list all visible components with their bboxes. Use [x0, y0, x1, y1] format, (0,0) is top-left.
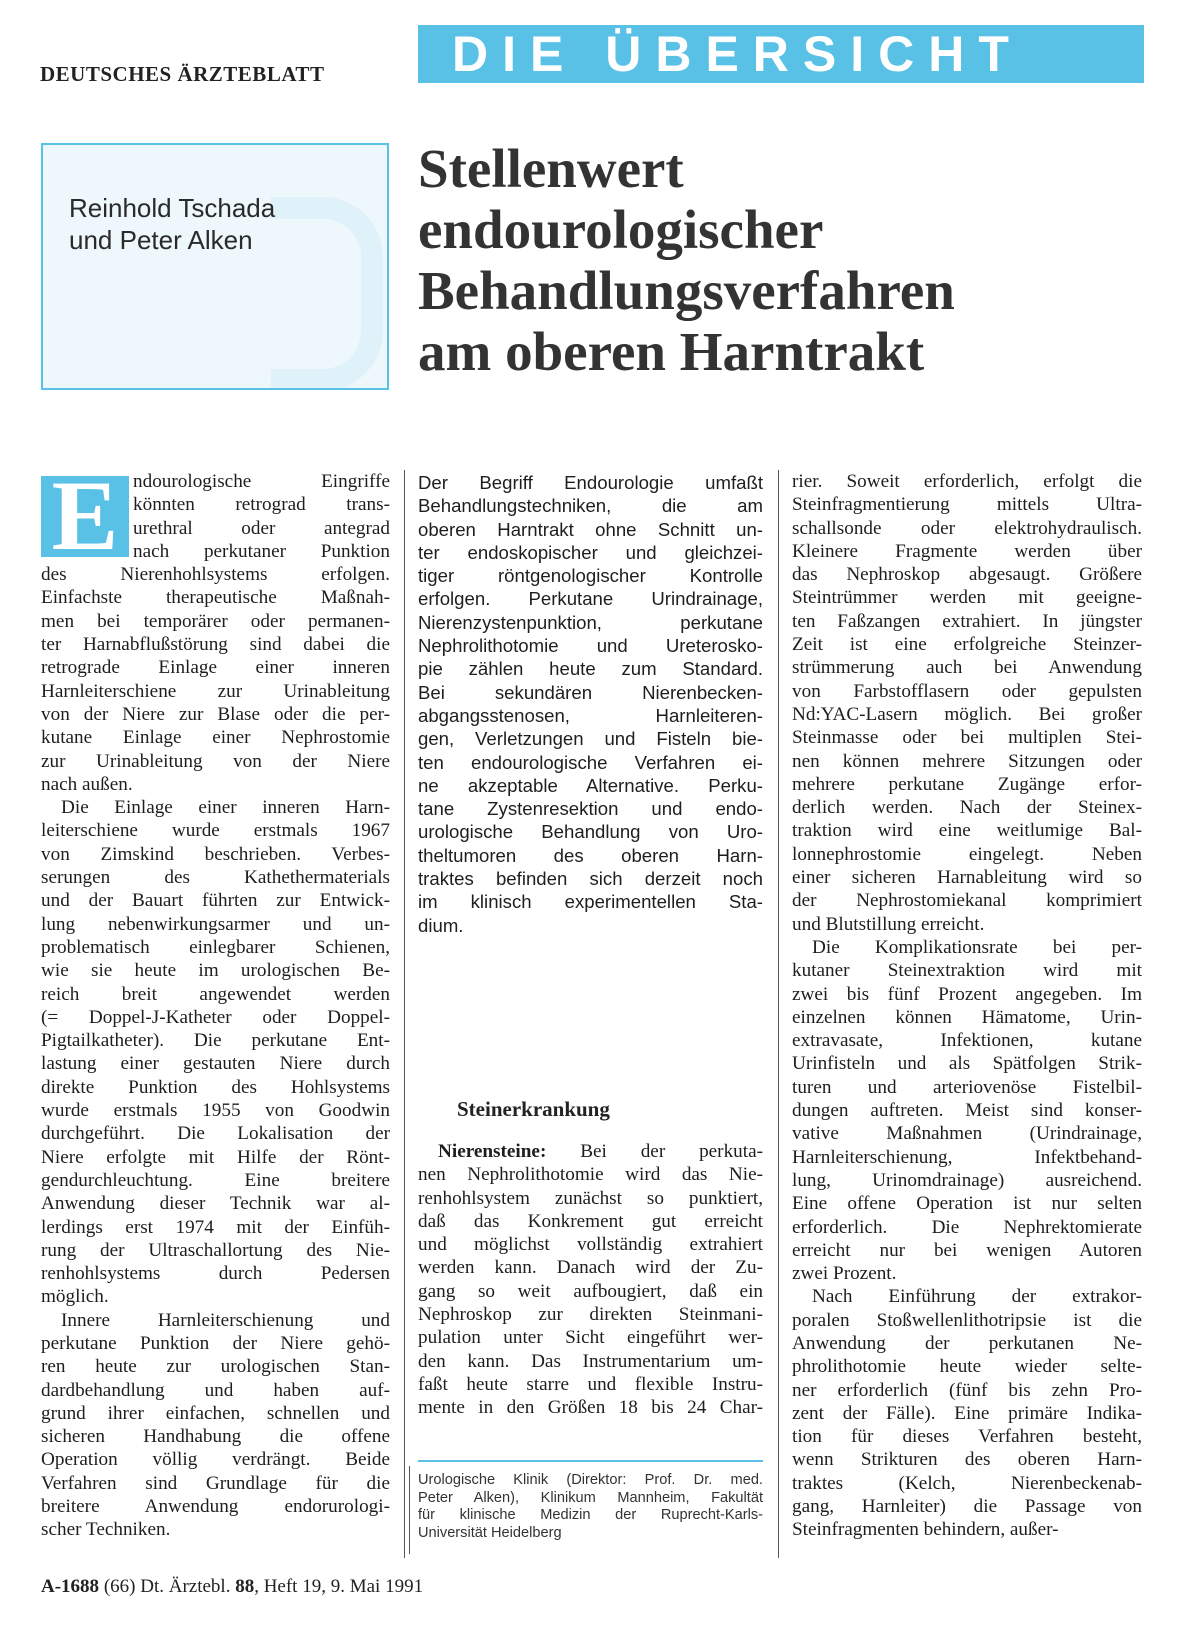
title-line: am oberen Harntrakt	[418, 321, 925, 382]
author-line: und Peter Alken	[69, 225, 253, 255]
text-line: phrolithotomie heute wieder selte-	[792, 1356, 1142, 1378]
author-box-decoration	[271, 197, 383, 390]
footnote-line: für klinische Medizin der Ruprecht-Karls-	[418, 1507, 763, 1523]
text-line: möglich.	[41, 1286, 109, 1308]
text-line: oberen Harntrakt ohne Schnitt un-	[418, 518, 763, 540]
text-line: Eine offene Operation ist nur selten	[792, 1193, 1142, 1215]
text-line: perkutane Punktion der Niere gehö-	[41, 1332, 390, 1354]
text-line: breitere Anwendung endorurologi-	[41, 1496, 390, 1518]
column-1	[41, 470, 390, 1542]
text-line: und der Bauart führten zur Entwick-	[41, 890, 390, 912]
text-line: faßt heute starre und flexible Instru-	[418, 1373, 763, 1395]
column-rule	[778, 470, 779, 1558]
text-line: lonnephrostomie eingelegt. Neben	[792, 843, 1142, 865]
text-line: urologische Behandlung von Uro-	[418, 821, 763, 843]
footnote-rule	[418, 1460, 763, 1462]
lead-line	[418, 1140, 763, 1163]
text-line: traktion wird eine weitlumige Bal-	[792, 820, 1142, 842]
text-line: werden kann. Danach wird der Zu-	[418, 1257, 763, 1279]
text-line: traktes befinden sich derzeit noch	[418, 868, 763, 890]
text-line: nen können mehrere Sitzungen oder	[792, 750, 1142, 772]
text-line: ter endoskopischer und gleichzei-	[418, 541, 763, 563]
text-line: extravasate, Infektionen, kutane	[792, 1030, 1142, 1052]
text-line: dium.	[418, 914, 464, 936]
text-line: lung, Urinomdrainage) ausreichend.	[792, 1169, 1142, 1191]
text-line: gen, Verletzungen und Fisteln bie-	[418, 728, 763, 750]
text-line: rier. Soweit erforderlich, erfolgt die	[792, 471, 1142, 492]
text-line: mehrere perkutane Zugänge erfor-	[792, 773, 1142, 795]
text-line: dardbehandlung und haben auf-	[41, 1379, 390, 1401]
footer-citation: (66) Dt. Ärztebl.	[103, 1576, 231, 1597]
text-line: ndourologische Eingriffe	[133, 471, 390, 492]
text-line: schallsonde oder elektrohydraulisch.	[792, 517, 1142, 539]
text-line: rung der Ultraschallortung des Nie-	[41, 1239, 390, 1261]
text-line: könnten retrograd trans-	[133, 494, 390, 516]
text-line: Innere Harnleiterschienung und	[61, 1309, 390, 1331]
footer-volume: 88	[235, 1576, 255, 1597]
text-line: einer sicheren Harnableitung wird so	[792, 867, 1142, 889]
text-line: Harnleiterschiene zur Urinableitung	[41, 680, 390, 702]
text-line: gang, Harnleiter) die Passage von	[792, 1496, 1142, 1518]
text-line: ne akzeptable Alternative. Perku-	[418, 774, 763, 796]
text-line: scher Techniken.	[41, 1519, 171, 1541]
text-line: tion für dieses Verfahren besteht,	[792, 1426, 1142, 1448]
lead-rest: Bei der perkuta-	[580, 1141, 763, 1162]
text-line: Anwendung der perkutanen Ne-	[792, 1332, 1142, 1354]
journal-name: DEUTSCHES ÄRZTEBLATT	[40, 62, 325, 86]
text-line: ter Harnabflußstörung sind dabei die	[41, 634, 390, 656]
text-line: ten endourologische Verfahren ei-	[418, 751, 763, 773]
author-box	[41, 143, 389, 390]
text-line: Die Einlage einer inneren Harn-	[61, 797, 390, 819]
text-line: nach außen.	[41, 773, 133, 795]
text-line: sicheren Handhabung die offene	[41, 1426, 390, 1448]
text-line: Anwendung dieser Technik war al-	[41, 1193, 390, 1215]
text-line: problematisch einlegbarer Schienen,	[41, 936, 390, 958]
text-line: Bei sekundären Nierenbecken-	[418, 681, 763, 703]
text-line: Einfachste therapeutische Maßnah-	[41, 587, 390, 609]
author-line: Reinhold Tschada	[69, 193, 276, 223]
title-line: endourologischer	[418, 199, 824, 260]
text-line: leiterschiene wurde erstmals 1967	[41, 820, 390, 842]
text-line: tane Zystenresektion und endo-	[418, 798, 763, 820]
text-line: des Nierenhohlsystems erfolgen.	[41, 564, 390, 586]
text-line: zur Urinableitung von der Niere	[41, 750, 390, 772]
text-line: Niere erfolgte mit Hilfe der Rönt-	[41, 1146, 390, 1168]
text-line: Urinfisteln und als Spätfolgen Strik-	[792, 1053, 1142, 1075]
text-line: retrograde Einlage einer inneren	[41, 657, 390, 679]
text-line: Steinmasse oder bei multiplen Stei-	[792, 727, 1142, 749]
text-line: Zeit ist eine erfolgreiche Steinzer-	[792, 634, 1142, 656]
text-line: von Farbstofflasern oder gepulsten	[792, 680, 1142, 702]
text-line: nach perkutaner Punktion	[133, 540, 390, 562]
footnote-line: Universität Heidelberg	[418, 1524, 562, 1541]
text-line: Nierenzystenpunktion, perkutane	[418, 611, 763, 633]
text-line: durchgeführt. Die Lokalisation der	[41, 1123, 390, 1145]
text-line: renhohlsystems durch Pedersen	[41, 1263, 390, 1285]
text-line: Nephrolithotomie und Ureterosko-	[418, 635, 763, 657]
text-line: pie zählen heute zum Standard.	[418, 658, 763, 680]
text-line: reich breit angewendet werden	[41, 983, 390, 1005]
text-line: Pigtailkatheter). Die perkutane Ent-	[41, 1030, 390, 1052]
text-line: von der Niere zur Blase oder die per-	[41, 703, 390, 725]
text-line: erreicht nur bei wenigen Autoren	[792, 1239, 1142, 1261]
text-line: ren heute zur urologischen Stan-	[41, 1356, 390, 1378]
text-line: kutaner Steinextraktion wird mit	[792, 960, 1142, 982]
footnote-line: Urologische Klinik (Direktor: Prof. Dr. med.	[418, 1472, 763, 1488]
text-line: Steinfragmenten behindern, außer-	[792, 1519, 1059, 1541]
text-line: und möglichst vollständig extrahiert	[418, 1234, 763, 1256]
text-line: von Zimskind beschrieben. Verbes-	[41, 843, 390, 865]
text-line: renhohlsystem zunächst so punktiert,	[418, 1187, 763, 1209]
text-line: das Nephroskop abgesaugt. Größere	[792, 564, 1142, 586]
text-line: zwei Prozent.	[792, 1263, 897, 1285]
text-line: direkte Punktion des Hohlsystems	[41, 1076, 390, 1098]
column-2-intro	[418, 470, 763, 936]
text-line: Operation völlig verdrängt. Beide	[41, 1449, 390, 1471]
text-line: kutane Einlage einer Nephrostomie	[41, 727, 390, 749]
text-line: Die Komplikationsrate bei per-	[812, 936, 1142, 958]
article-title	[418, 138, 1158, 382]
text-line: dungen auftreten. Meist sind konser-	[792, 1100, 1142, 1122]
title-line: Stellenwert	[418, 138, 684, 199]
text-line: wie sie heute im urologischen Be-	[41, 960, 390, 982]
text-line: nen Nephrolithotomie wird das Nie-	[418, 1164, 763, 1186]
text-line: lastung einer gestauten Niere durch	[41, 1053, 390, 1075]
text-line: der Nephrostomiekanal komprimiert	[792, 890, 1142, 912]
text-line: erforderlich. Die Nephrektomierate	[792, 1216, 1142, 1238]
text-line: und Blutstillung erreicht.	[792, 913, 985, 935]
section-banner-text: DIE ÜBERSICHT	[452, 26, 1023, 82]
text-line: Steintrümmer werden mit geeigne-	[792, 587, 1142, 609]
text-line: erfolgen. Perkutane Urindrainage,	[418, 588, 763, 610]
footer-page-number: A-1688	[41, 1576, 100, 1597]
text-line: theltumoren des oberen Harn-	[418, 844, 763, 866]
text-line: Nephroskop zur direkten Steinmani-	[418, 1304, 763, 1326]
footer-issue: , Heft 19, 9. Mai 1991	[254, 1576, 424, 1597]
text-line: gendurchleuchtung. Eine breitere	[41, 1169, 390, 1191]
text-line: vative Maßnahmen (Urindrainage,	[792, 1123, 1142, 1145]
text-line: (= Doppel-J-Katheter oder Doppel-	[41, 1006, 390, 1028]
footnote-side-rule	[409, 1466, 410, 1554]
text-line: ner erforderlich (fünf bis zehn Pro-	[792, 1379, 1142, 1401]
text-line: Verfahren sind Grundlage für die	[41, 1472, 390, 1494]
text-line: men bei temporärer oder permanen-	[41, 610, 390, 632]
text-line: urethral oder antegrad	[133, 517, 390, 539]
text-line: lerdings erst 1974 mit der Einfüh-	[41, 1216, 390, 1238]
text-line: ten Faßzangen extrahiert. In jüngster	[792, 610, 1142, 632]
text-line: mente in den Größen 18 bis 24 Char-	[418, 1397, 763, 1419]
text-line: Nd:YAC-Lasern möglich. Bei großer	[792, 703, 1142, 725]
text-line: zent der Fälle). Eine primäre Indika-	[792, 1402, 1142, 1424]
text-line: wenn Strikturen des oberen Harn-	[792, 1449, 1142, 1471]
text-line: Kleinere Fragmente werden über	[792, 540, 1142, 562]
text-line: serungen des Kathethermaterials	[41, 867, 390, 889]
text-line: einzelnen können Hämatome, Urin-	[792, 1006, 1142, 1028]
text-line: abgangsstenosen, Harnleiteren-	[418, 704, 763, 726]
text-line: Steinfragmentierung mittels Ultra-	[792, 494, 1142, 516]
footnote-line: Peter Alken), Klinikum Mannheim, Fakultät	[418, 1489, 763, 1506]
text-line: grund ihrer einfachen, schnellen und	[41, 1402, 390, 1424]
text-line: Der Begriff Endourologie umfaßt	[418, 472, 763, 493]
section-banner	[418, 25, 1144, 83]
text-line: derlich werden. Nach der Steinex-	[792, 797, 1142, 819]
text-line: lung nebenwirkungsarmer und un-	[41, 913, 390, 935]
text-line: Behandlungstechniken, die am	[418, 495, 763, 517]
text-line: turen und arteriovenöse Fistelbil-	[792, 1076, 1142, 1098]
text-line: im klinisch experimentellen Sta-	[418, 891, 763, 913]
section-subhead: Steinerkrankung	[457, 1097, 610, 1121]
text-line: gang so weit aufbougiert, daß ein	[418, 1280, 763, 1302]
text-line: poralen Stoßwellenlithotripsie ist die	[792, 1309, 1142, 1331]
column-rule	[404, 470, 405, 1558]
column-2-body	[418, 1140, 763, 1420]
text-line: daß das Konkrement gut erreicht	[418, 1210, 763, 1232]
dropcap-letter: E	[51, 460, 119, 571]
lead-in: Nierensteine:	[438, 1141, 547, 1162]
page-footer	[41, 1576, 423, 1598]
text-line: Nach Einführung der extrakor-	[812, 1286, 1142, 1308]
text-line: den kann. Das Instrumentarium um-	[418, 1350, 763, 1372]
title-line: Behandlungsverfahren	[418, 260, 955, 321]
text-line: Harnleiterschienung, Infektbehand-	[792, 1146, 1142, 1168]
text-line: zwei bis fünf Prozent angegeben. Im	[792, 983, 1142, 1005]
affiliation-footnote	[418, 1472, 763, 1542]
text-line: strümmerung auch bei Anwendung	[792, 657, 1142, 679]
text-line: tiger röntgenologischer Kontrolle	[418, 565, 763, 587]
column-3	[792, 470, 1142, 1542]
text-line: wurde erstmals 1955 von Goodwin	[41, 1100, 390, 1122]
text-line: traktes (Kelch, Nierenbeckenab-	[792, 1472, 1142, 1494]
text-line: pulation unter Sicht eingeführt wer-	[418, 1327, 763, 1349]
